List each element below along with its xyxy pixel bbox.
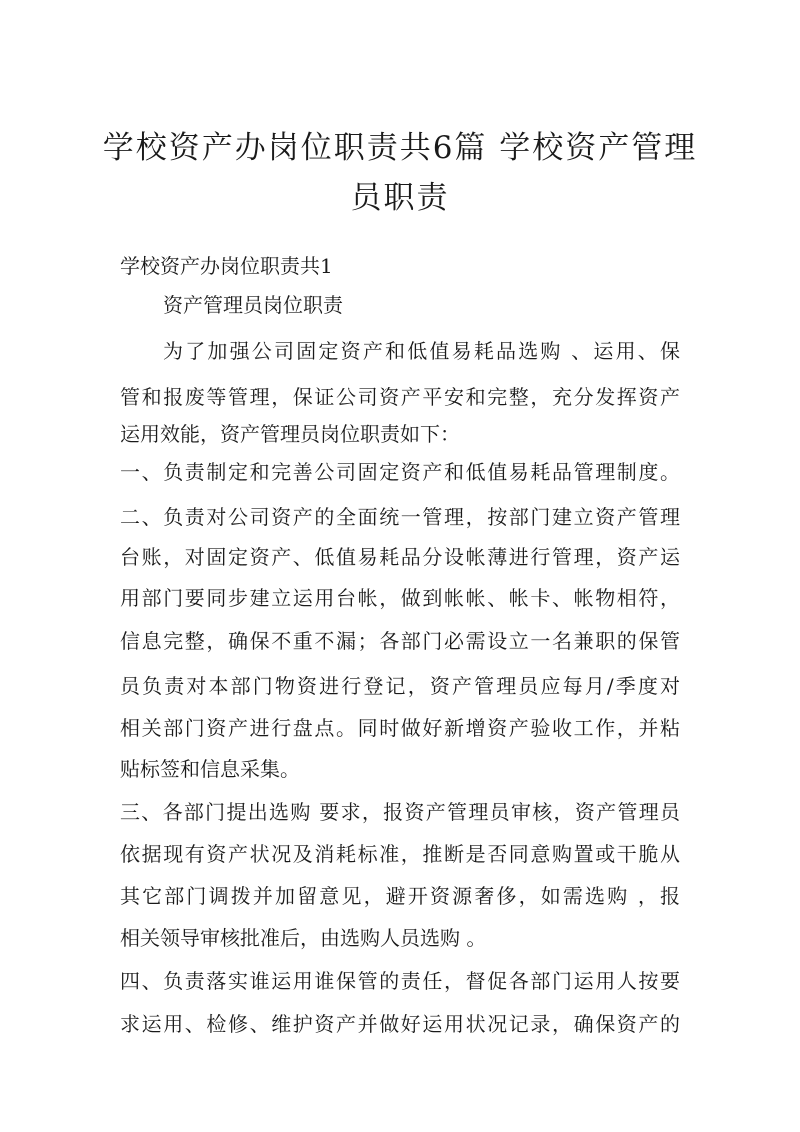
body-line: 相关部门资产进行盘点。同时做好新增资产验收工作，并粘 [120,716,680,740]
body-line: 用部门要同步建立运用台帐，做到帐帐、帐卡、帐物相符， [120,586,680,610]
section-heading: 学校资产办岗位职责共1 [120,254,333,278]
body-line: 一、负责制定和完善公司固定资产和低值易耗品管理制度。 [120,460,680,484]
subheading: 资产管理员岗位职责 [163,293,343,317]
body-line: 二、负责对公司资产的全面统一管理，按部门建立资产管理 [120,505,680,529]
body-line: 三、各部门提出选购 要求，报资产管理员审核，资产管理员 [120,800,680,824]
document-title-line-1: 学校资产办岗位职责共6篇 学校资产管理 [102,130,698,166]
body-line: 其它部门调拨并加留意见，避开资源奢侈，如需选购 ，报 [120,884,680,908]
body-line: 管和报废等管理，保证公司资产平安和完整，充分发挥资产 [120,385,680,409]
body-line: 四、负责落实谁运用谁保管的责任，督促各部门运用人按要 [120,969,680,993]
body-line: 信息完整，确保不重不漏；各部门必需设立一名兼职的保管 [120,629,680,653]
body-line: 求运用、检修、维护资产并做好运用状况记录，确保资产的 [120,1012,680,1036]
body-line: 为了加强公司固定资产和低值易耗品选购 、运用、保 [163,339,680,363]
body-line: 相关领导审核批准后，由选购人员选购 。 [120,926,487,950]
body-line: 依据现有资产状况及消耗标准，推断是否同意购置或干脆从 [120,842,680,866]
body-line: 贴标签和信息采集。 [120,757,300,781]
body-line: 台账，对固定资产、低值易耗品分设帐薄进行管理，资产运 [120,545,680,569]
document-title-line-2: 员职责 [350,180,450,216]
body-line: 运用效能，资产管理员岗位职责如下： [120,422,460,446]
body-line: 员负责对本部门物资进行登记，资产管理员应每月/季度对 [120,674,680,698]
